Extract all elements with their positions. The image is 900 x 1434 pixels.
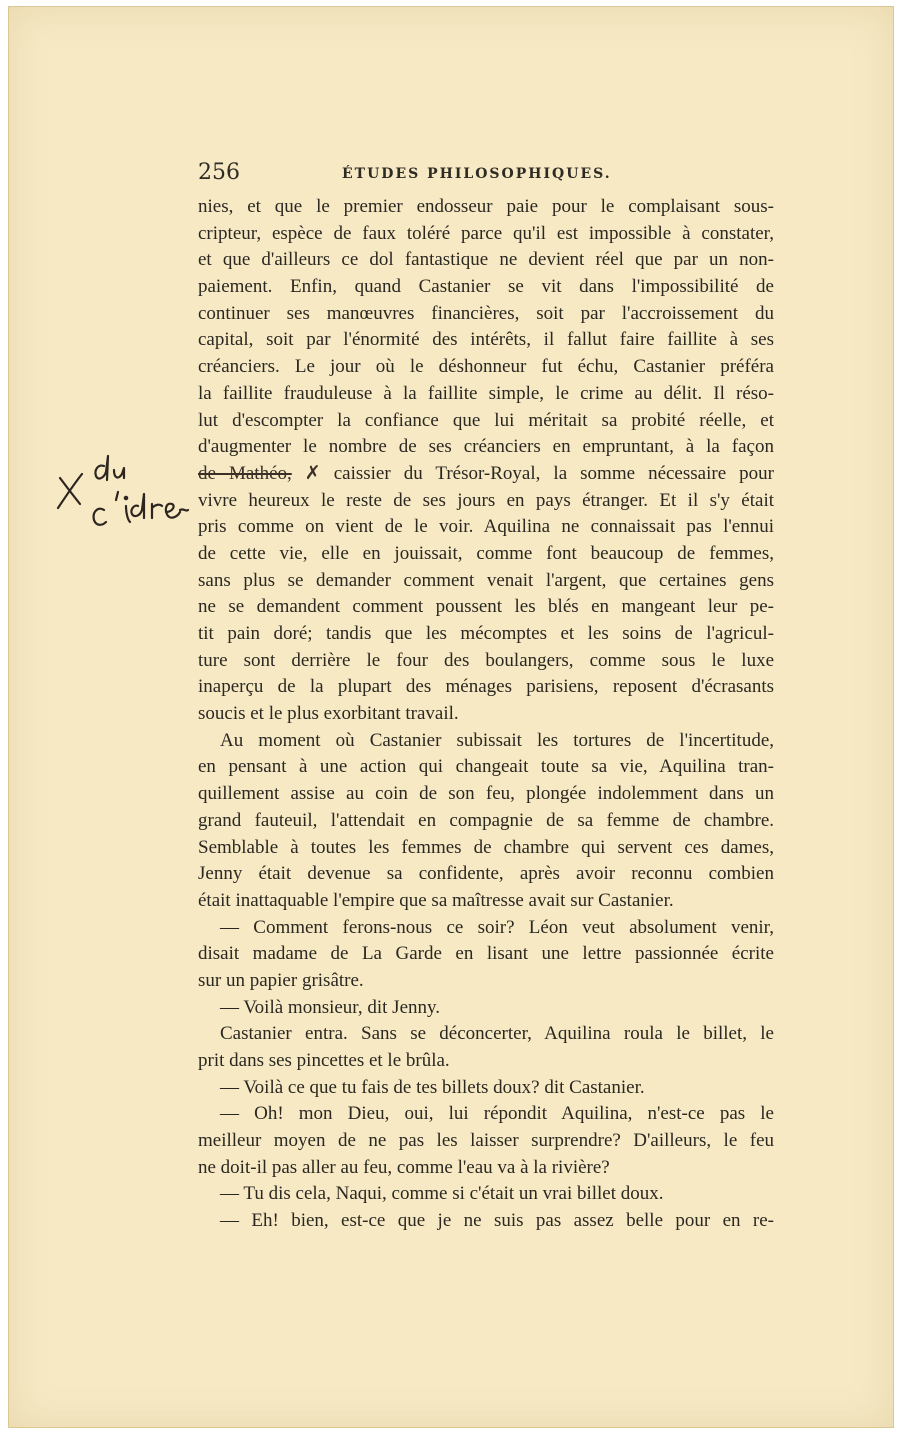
text-line	[198, 995, 774, 1022]
line-text: soucis et le plus exorbitant travail.	[198, 703, 459, 725]
line-text: la faillite frauduleuse à la faillite simple, le crime au délit. Il réso-	[198, 382, 774, 404]
text-line	[198, 541, 774, 568]
line-text: sur un papier grisâtre.	[198, 969, 364, 991]
page-header	[192, 158, 772, 190]
line-text: — Voilà monsieur, dit Jenny.	[220, 996, 441, 1018]
text-line	[198, 594, 774, 621]
line-text: paiement. Enfin, quand Castanier se vit dans l'impossibilité de	[198, 276, 774, 298]
text-line	[198, 1021, 774, 1048]
text-line	[198, 488, 774, 515]
text-line	[198, 1181, 774, 1208]
line-text: caissier du Trésor-Royal, la somme nécessaire pour	[333, 462, 774, 484]
handwritten-annotation	[52, 448, 192, 538]
line-text: grand fauteuil, l'attendait en compagnie de sa femme de chambre.	[198, 809, 774, 831]
line-text: nies, et que le premier endosseur paie pour le complaisant sous-	[198, 196, 774, 217]
line-text: pris comme on vient de le voir. Aquilina ne connaissait pas l'ennui	[198, 516, 774, 538]
text-line	[198, 461, 774, 488]
text-line	[198, 968, 774, 995]
text-line	[198, 648, 774, 675]
line-text: — Comment ferons-nous ce soir? Léon veut absolument venir,	[220, 916, 774, 938]
text-line	[198, 434, 774, 461]
line-text: et que d'ailleurs ce dol fantastique ne devient réel que par un non-	[198, 249, 774, 271]
text-line	[198, 701, 774, 728]
line-text: d'augmenter le nombre de ses créanciers en empruntant, à la façon	[198, 436, 774, 458]
line-text: ne doit-il pas aller au feu, comme l'eau va à la rivière?	[198, 1156, 610, 1178]
line-text: — Oh! mon Dieu, oui, lui répondit Aquilina, n'est-ce pas le	[220, 1103, 774, 1125]
body-text	[198, 194, 774, 1235]
text-line	[198, 408, 774, 435]
line-text: de cette vie, elle en jouissait, comme font beaucoup de femmes,	[198, 542, 774, 564]
text-line	[198, 274, 774, 301]
text-line	[198, 1101, 774, 1128]
line-text: capital, soit par l'énormité des intérêts, il fallut faire faillite à ses	[198, 329, 774, 351]
text-line	[198, 221, 774, 248]
line-text: Castanier entra. Sans se déconcerter, Aquilina roula le billet, le	[220, 1023, 774, 1045]
text-line	[198, 781, 774, 808]
line-text: quillement assise au coin de son feu, plongée indolemment dans un	[198, 783, 774, 805]
text-line	[198, 247, 774, 274]
text-line	[198, 1128, 774, 1155]
line-text: Semblable à toutes les femmes de chambre qui servent ces dames,	[198, 836, 774, 858]
line-text: inaperçu de la plupart des ménages parisiens, reposent d'écrasants	[198, 676, 774, 698]
text-line	[198, 514, 774, 541]
struck-text: de Mathéo,	[198, 462, 292, 484]
text-line	[198, 1155, 774, 1182]
text-line	[198, 915, 774, 942]
text-line	[198, 381, 774, 408]
line-text: créanciers. Le jour où le déshonneur fut échu, Castanier préféra	[198, 356, 774, 378]
line-text: Jenny était devenue sa confidente, après avoir reconnu combien	[198, 863, 774, 885]
text-line	[198, 808, 774, 835]
text-line	[198, 941, 774, 968]
line-text: disait madame de La Garde en lisant une lettre passionnée écrite	[198, 943, 774, 965]
text-line	[198, 568, 774, 595]
text-line	[198, 888, 774, 915]
line-text: sans plus se demander comment venait l'argent, que certaines gens	[198, 569, 774, 591]
line-text: vivre heureux le reste de ses jours en pays étranger. Et il s'y était	[198, 489, 774, 511]
line-text: en pensant à une action qui changeait toute sa vie, Aquilina tran-	[198, 756, 774, 778]
text-line	[198, 1208, 774, 1235]
insertion-mark: ✗	[291, 462, 334, 484]
text-line	[198, 194, 774, 221]
line-text: cripteur, espèce de faux toléré parce qu'il est impossible à constater,	[198, 222, 774, 244]
line-text: meilleur moyen de ne pas les laisser surprendre? D'ailleurs, le feu	[198, 1130, 774, 1152]
line-text: ture sont derrière le four des boulangers, comme sous le luxe	[198, 649, 774, 671]
text-line	[198, 1048, 774, 1075]
text-line	[198, 354, 774, 381]
running-title: ÉTUDES PHILOSOPHIQUES.	[342, 166, 612, 182]
text-line	[198, 674, 774, 701]
line-text: — Tu dis cela, Naqui, comme si c'était un vrai billet doux.	[220, 1183, 664, 1205]
text-line	[198, 754, 774, 781]
line-text: lut d'escompter la confiance que lui méritait sa probité réelle, et	[198, 409, 774, 431]
handwritten-annotation-icon	[52, 448, 192, 538]
text-line	[198, 861, 774, 888]
text-line	[198, 728, 774, 755]
page-number: 256	[198, 160, 240, 185]
line-text: — Voilà ce que tu fais de tes billets doux? dit Castanier.	[220, 1076, 645, 1098]
text-line	[198, 1075, 774, 1102]
line-text: Au moment où Castanier subissait les tortures de l'incertitude,	[220, 729, 774, 751]
line-text: ne se demandent comment poussent les blés en mangeant leur pe-	[198, 596, 774, 618]
line-text: prit dans ses pincettes et le brûla.	[198, 1050, 450, 1071]
text-line	[198, 327, 774, 354]
text-line	[198, 835, 774, 862]
text-line	[198, 621, 774, 648]
line-text: continuer ses manœuvres financières, soit par l'accroissement du	[198, 302, 774, 324]
text-line	[198, 301, 774, 328]
line-text: tit pain doré; tandis que les mécomptes et les soins de l'agricul-	[198, 623, 774, 644]
line-text: — Eh! bien, est-ce que je ne suis pas assez belle pour en re-	[220, 1210, 774, 1232]
line-text: était inattaquable l'empire que sa maîtresse avait sur Castanier.	[198, 889, 674, 911]
